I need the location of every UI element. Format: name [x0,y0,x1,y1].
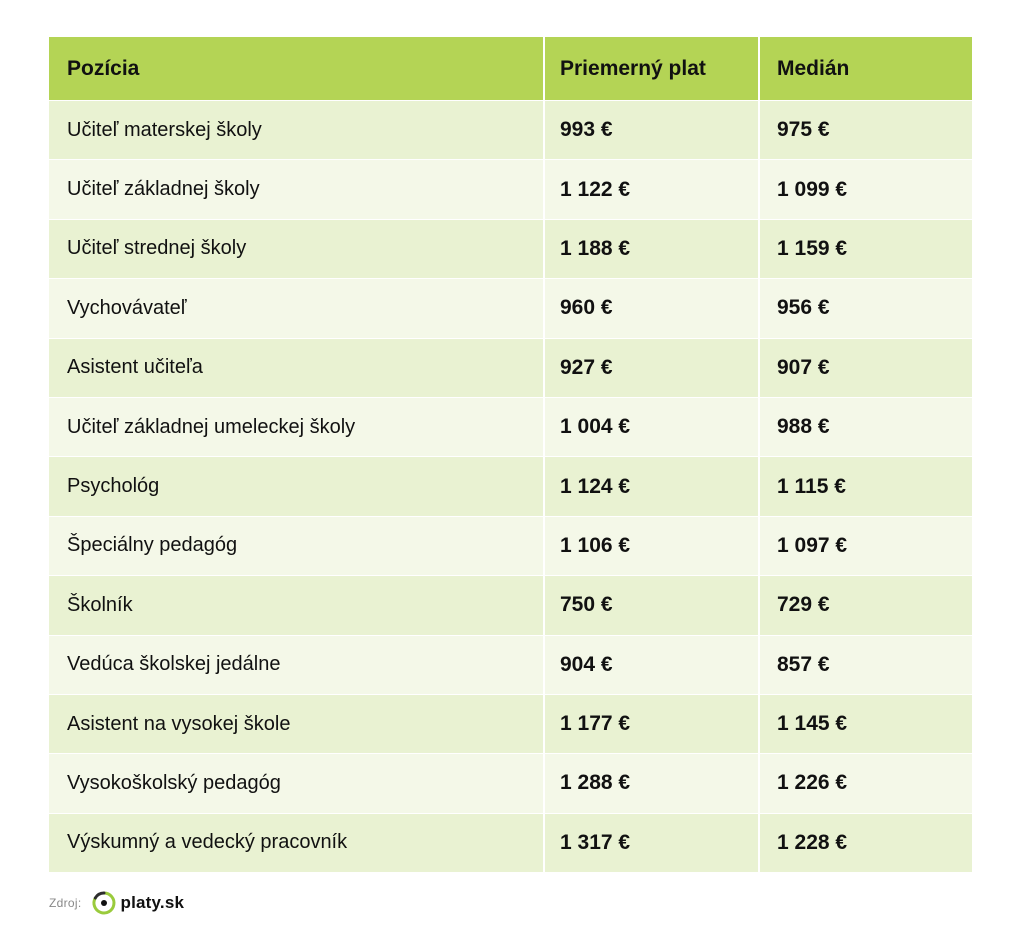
cell-average-salary: 960 € [543,279,758,337]
cell-average-salary: 1 288 € [543,754,758,812]
table-row [49,813,972,872]
cell-average-salary: 1 188 € [543,220,758,278]
cell-average-salary: 904 € [543,636,758,694]
cell-average-salary: 1 004 € [543,398,758,456]
cell-median: 1 159 € [758,220,972,278]
cell-position: Výskumný a vedecký pracovník [67,831,348,854]
cell-median: 1 115 € [758,457,972,515]
header-median: Medián [758,37,972,100]
cell-average-salary: 927 € [543,339,758,397]
header-position: Pozícia [67,56,140,80]
table-row [49,753,972,812]
cell-position: Školník [67,593,133,616]
table-row [49,278,972,337]
table-row [49,100,972,159]
source-label: Zdroj: [49,896,82,910]
salary-table [49,37,972,872]
table-row [49,397,972,456]
cell-average-salary: 1 122 € [543,160,758,218]
cell-median: 907 € [758,339,972,397]
cell-average-salary: 1 317 € [543,814,758,872]
cell-position: Psychológ [67,475,160,498]
table-row [49,338,972,397]
cell-median: 1 097 € [758,517,972,575]
cell-median: 1 099 € [758,160,972,218]
cell-average-salary: 1 106 € [543,517,758,575]
cell-position: Vysokoškolský pedagóg [67,771,281,794]
cell-position: Asistent na vysokej škole [67,712,291,735]
cell-position: Asistent učiteľa [67,356,203,379]
header-average-salary: Priemerný plat [543,37,758,100]
cell-median: 857 € [758,636,972,694]
cell-position: Učiteľ základnej umeleckej školy [67,415,356,438]
platy-logo-icon [91,890,117,916]
cell-position: Učiteľ základnej školy [67,178,260,201]
table-header [49,37,972,100]
cell-median: 729 € [758,576,972,634]
cell-position: Vedúca školskej jedálne [67,653,281,676]
cell-position: Učiteľ strednej školy [67,237,247,260]
cell-median: 956 € [758,279,972,337]
cell-median: 988 € [758,398,972,456]
cell-average-salary: 750 € [543,576,758,634]
logo-text: platy.sk [120,893,185,912]
table-row [49,694,972,753]
table-row [49,219,972,278]
footer [49,888,184,918]
cell-median: 1 226 € [758,754,972,812]
table-row [49,575,972,634]
table-row [49,516,972,575]
cell-median: 1 145 € [758,695,972,753]
cell-median: 1 228 € [758,814,972,872]
cell-median: 975 € [758,101,972,159]
table-row [49,635,972,694]
platy-logo [91,890,184,916]
cell-position: Vychovávateľ [67,296,187,319]
table-row [49,456,972,515]
cell-average-salary: 1 177 € [543,695,758,753]
cell-average-salary: 993 € [543,101,758,159]
cell-position: Učiteľ materskej školy [67,118,262,141]
table-row [49,159,972,218]
cell-average-salary: 1 124 € [543,457,758,515]
cell-position: Špeciálny pedagóg [67,534,238,557]
